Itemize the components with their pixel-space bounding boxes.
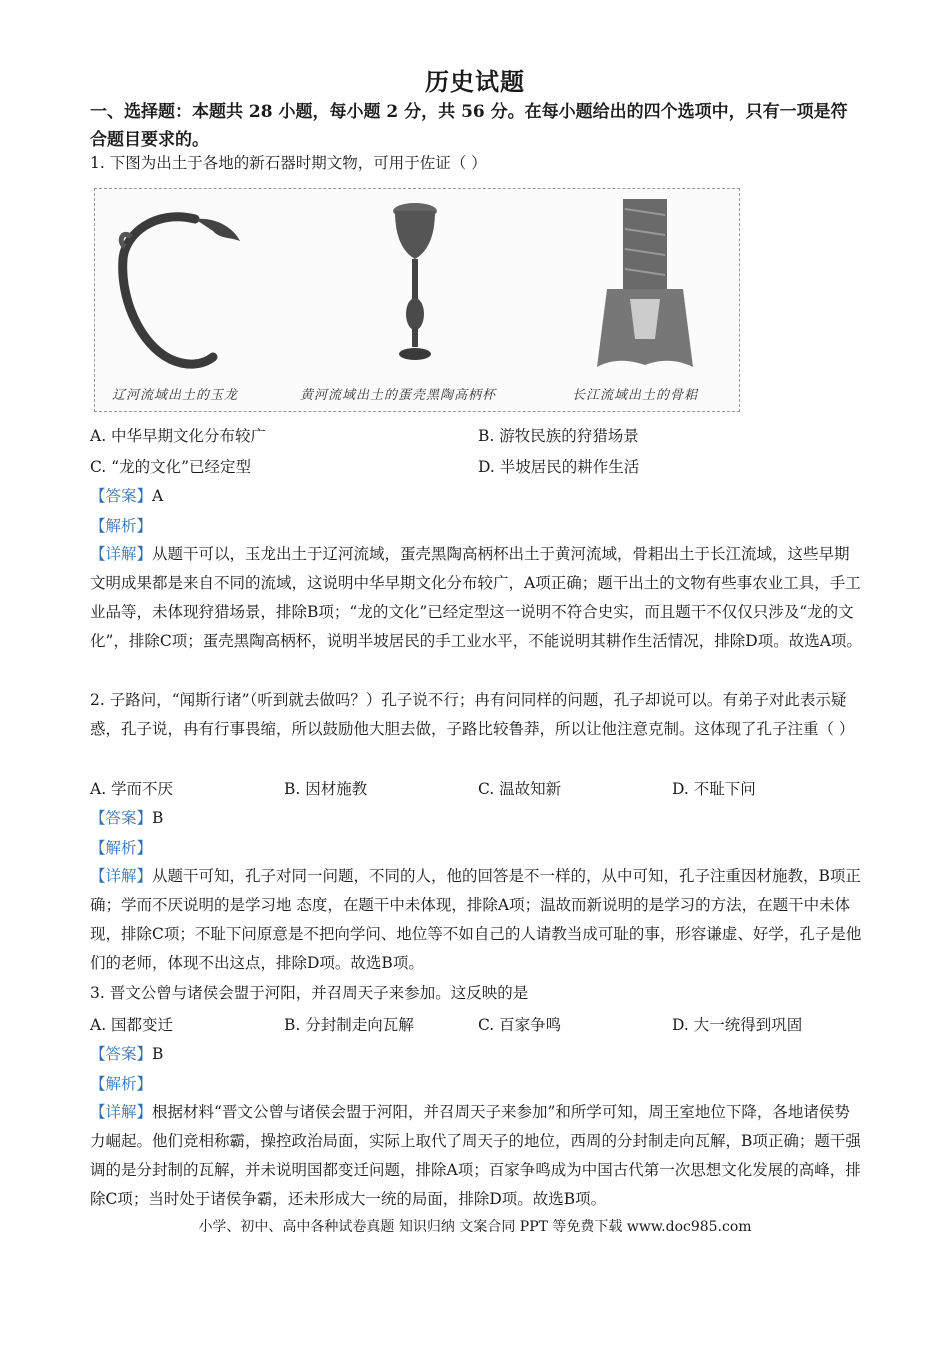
q3-option-d: D. 大一统得到巩固 [672, 1016, 803, 1034]
q3-stem: 3. 晋文公曾与诸侯会盟于河阳，并召周天子来参加。这反映的是 [90, 984, 529, 1002]
q3-answer: 【答案】B [90, 1045, 164, 1063]
q2-option-b: B. 因材施教 [284, 780, 368, 798]
caption-pottery-cup: 黄河流域出土的蛋壳黑陶高柄杯 [300, 388, 497, 403]
artifact-images [95, 189, 739, 411]
caption-jade-dragon: 辽河流域出土的玉龙 [112, 388, 239, 403]
q1-option-c: C. “龙的文化”已经定型 [90, 458, 252, 476]
jade-dragon-image [121, 217, 240, 364]
q1-detail: 【详解】从题干可以，玉龙出土于辽河流域，蛋壳黑陶高柄杯出土于黄河流域，骨耜出土于长江流域，这些早期文明成果都是来自不同的流域，这说明中华早期文化分布较广，A项正确；题干出土的文物有些事农业工具，手工业品等，未体现狩猎场景，排除B项；“龙的文化”已经定型这一说明不符合史实，而且题干不仅仅只涉及“龙的文化”，排除C项；蛋壳黑陶高柄杯，说明半坡居民的手工业水平，不能说明其耕作生活情况，排除D项。故选A项。 [90, 545, 862, 650]
bone-spade-image [597, 199, 693, 367]
q1-option-b: B. 游牧民族的狩猎场景 [478, 427, 639, 445]
caption-bone-spade: 长江流域出土的骨耜 [572, 388, 699, 403]
page-title: 历史试题 [425, 67, 525, 96]
page-footer: 小学、初中、高中各种试卷真题 知识归纳 文案合同 PPT 等免费下载 www.doc985.com [198, 1219, 752, 1235]
q2-analysis-tag: 【解析】 [90, 839, 153, 857]
q2-answer: 【答案】B [90, 809, 164, 827]
q2-option-d: D. 不耻下问 [672, 780, 756, 798]
q2-stem: 2. 子路问，“闻斯行诸”（听到就去做吗？）孔子说不行；冉有问同样的问题，孔子却说可以。有弟子对此表示疑惑，孔子说，冉有行事畏缩，所以鼓励他大胆去做，子路比较鲁莽，所以让他注意克制。这体现了孔子注重（ ） [90, 691, 855, 738]
q3-option-b: B. 分封制走向瓦解 [284, 1016, 414, 1034]
q1-stem: 1. 下图为出土于各地的新石器时期文物，可用于佐证（ ） [90, 154, 487, 172]
section-heading: 一、选择题：本题共 28 小题，每小题 2 分，共 56 分。在每小题给出的四个选项中，只有一项是符合题目要求的。 [90, 102, 848, 150]
q1-answer: 【答案】A [90, 487, 164, 505]
q1-analysis-tag: 【解析】 [90, 517, 153, 535]
q1-option-d: D. 半坡居民的耕作生活 [478, 458, 640, 476]
q2-option-c: C. 温故知新 [478, 780, 562, 798]
q1-option-a: A. 中华早期文化分布较广 [90, 427, 267, 445]
q3-detail: 【详解】根据材料“晋文公曾与诸侯会盟于河阳，并召周天子来参加”和所学可知，周王室地位下降，各地诸侯势力崛起。他们竞相称霸，操控政治局面，实际上取代了周天子的地位，西周的分封制走向瓦解，B项正确；题干强调的是分封制的瓦解，并未说明国都变迁问题，排除A项；百家争鸣成为中国古代第一次思想文化发展的高峰，排除C项；当时处于诸侯争霸，还未形成大一统的局面，排除D项。故选B项。 [90, 1103, 861, 1208]
black-pottery-cup-image [393, 203, 437, 360]
q2-option-a: A. 学而不厌 [90, 780, 174, 798]
q3-option-a: A. 国都变迁 [90, 1016, 174, 1034]
q3-analysis-tag: 【解析】 [90, 1075, 153, 1093]
q2-detail: 【详解】从题干可知，孔子对同一问题，不同的人，他的回答是不一样的，从中可知，孔子注重因材施教，B项正确；学而不厌说明的是学习地 态度，在题干中未体现，排除A项；温故而新说明的是学习的方法，在题干中未体现，排除C项；不耻下问原意是不把向学问、地位等不如自己的人请教当成可耻的事，形容谦虚、好学，孔子是他们的老师，体现不出这点，排除D项。故选B项。 [90, 867, 862, 972]
q3-option-c: C. 百家争鸣 [478, 1016, 562, 1034]
artifact-figure [94, 188, 740, 412]
